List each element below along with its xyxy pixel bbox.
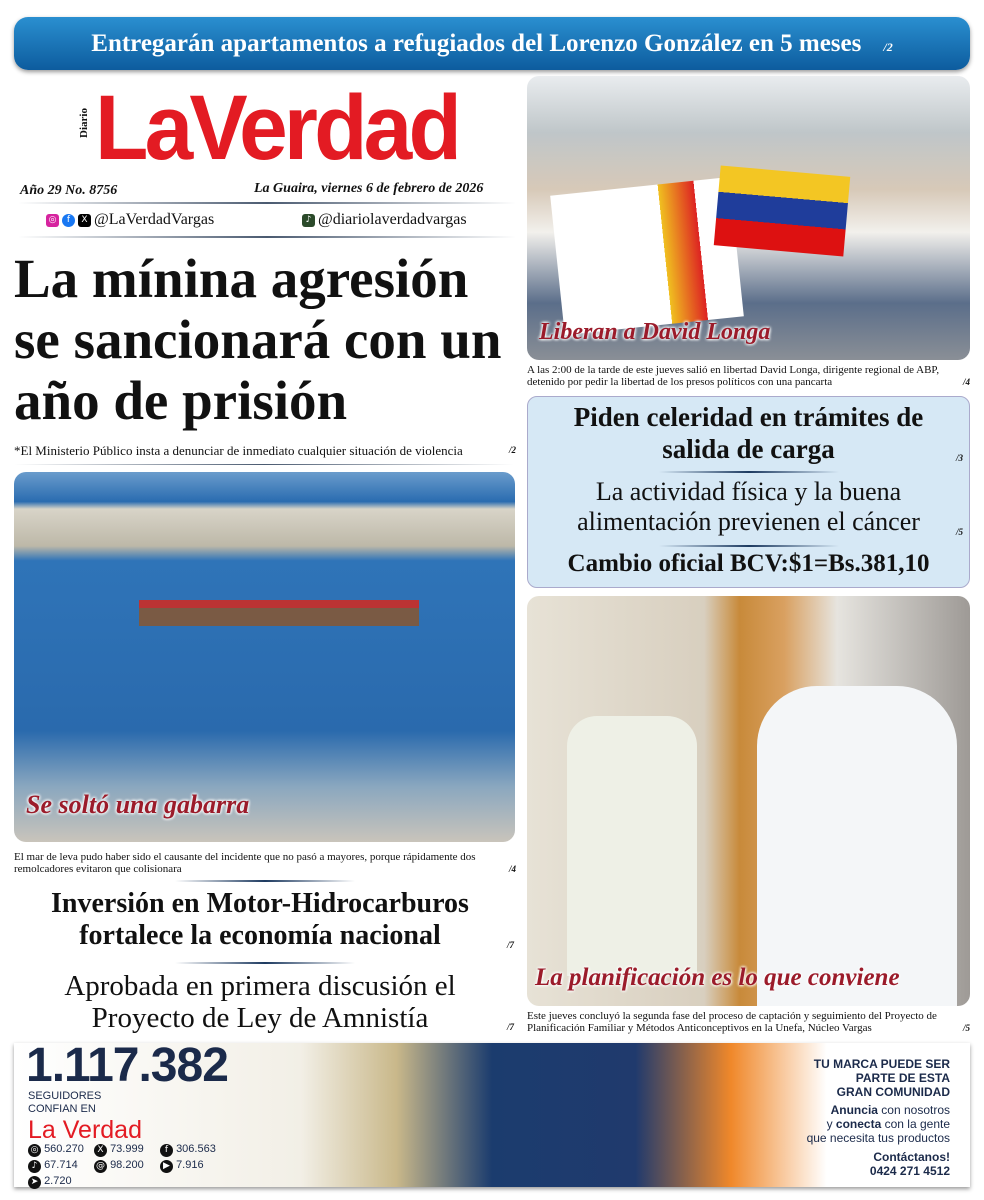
social-stat (28, 1159, 94, 1173)
instagram-icon: ◎ (28, 1144, 41, 1157)
photo-title: Se soltó una gabarra (26, 790, 250, 819)
divider (175, 880, 355, 882)
gabarra-caption (14, 851, 516, 875)
stat-value: 73.999 (110, 1143, 144, 1155)
social-stat (28, 1175, 94, 1189)
social-stat (160, 1159, 226, 1173)
social-stats (28, 1143, 268, 1189)
followers-count: 1.117.382 (26, 1039, 228, 1092)
ad-brand: La Verdad (28, 1116, 142, 1144)
threads-icon: @ (96, 1161, 105, 1171)
ad-text: conecta (835, 1117, 882, 1131)
planificacion-photo[interactable] (527, 596, 970, 1006)
dateline: La Guaira, viernes 6 de febrero de 2026 (254, 181, 484, 196)
followers-label (28, 1090, 101, 1116)
ad-text: CONFIAN EN (28, 1103, 96, 1115)
subhead-text: *El Ministerio Público insta a denunciar de inmediato cualquier situación de violencia (14, 443, 463, 458)
longa-caption (527, 364, 970, 388)
planificacion-caption (527, 1010, 970, 1034)
divider (659, 545, 839, 547)
stat-value: 2.720 (44, 1175, 72, 1187)
stat-value: 560.270 (44, 1143, 84, 1155)
divider (175, 962, 355, 964)
page-ref: /7 (507, 940, 515, 950)
ad-text: GRAN COMUNIDAD (836, 1085, 950, 1099)
ad-text: Contáctanos! (873, 1150, 950, 1164)
telegram-icon: ➤ (28, 1176, 41, 1189)
stat-value: 7.916 (176, 1159, 204, 1171)
social-stat (160, 1143, 226, 1157)
social-handle[interactable]: @LaVerdadVargas (94, 211, 215, 228)
page-ref: /5 (962, 1023, 970, 1033)
flag-shape (714, 165, 850, 256)
phone-number[interactable]: 0424 271 4512 (869, 1164, 950, 1178)
divider (14, 464, 514, 465)
stat-value: 67.714 (44, 1159, 78, 1171)
page-ref: /4 (962, 377, 970, 387)
instagram-icon[interactable]: ◎ (46, 214, 59, 227)
advertisement[interactable] (14, 1039, 970, 1187)
main-headline[interactable]: La mínina agresión se sancionará con un año de prisión (14, 248, 502, 431)
exchange-rate: Cambio oficial BCV:$1=Bs.381,10 (567, 550, 930, 577)
ad-text: con nosotros (877, 1103, 950, 1117)
story-headline[interactable]: Aprobada en primera discusión el Proyecto de Ley de Amnistía (64, 970, 456, 1034)
facebook-icon[interactable]: f (62, 214, 75, 227)
x-icon[interactable]: X (78, 214, 91, 227)
issue-number: Año 29 No. 8756 (20, 183, 118, 198)
story-headline[interactable]: Piden celeridad en trámites de salida de carga (573, 402, 924, 464)
tiktok-icon: ♪ (28, 1160, 41, 1173)
page-ref: /2 (883, 40, 893, 54)
x-icon: X (94, 1144, 107, 1157)
ad-pitch (807, 1057, 950, 1178)
ad-text: Anuncia (830, 1103, 878, 1117)
person-shape (757, 686, 957, 1006)
top-banner[interactable] (14, 17, 970, 70)
social-stat (28, 1143, 94, 1157)
story-headline[interactable]: La actividad física y la buena alimentación previenen el cáncer (577, 477, 920, 536)
caption-text: El mar de leva pudo haber sido el causante del incidente que no pasó a mayores, porque rápidamente dos remolcadores evitaron que colisionara (14, 851, 476, 875)
logo-diario: Diario (78, 108, 90, 138)
tiktok-handle[interactable]: @diariolaverdadvargas (318, 211, 467, 228)
main-subhead (14, 443, 516, 458)
longa-photo[interactable] (527, 76, 970, 360)
barge-shape (139, 600, 419, 626)
photo-title: La planificación es lo que conviene (535, 964, 900, 991)
divider (659, 471, 839, 473)
page-ref: /4 (508, 864, 516, 874)
gabarra-photo[interactable] (14, 472, 515, 842)
ad-text: PARTE DE ESTA (855, 1071, 950, 1085)
social-row (46, 211, 214, 229)
ad-text: TU MARCA PUEDE SER (813, 1057, 950, 1071)
tiktok-icon[interactable]: ♪ (302, 214, 315, 227)
info-box (527, 396, 970, 588)
social-stat (94, 1159, 160, 1173)
story-headline[interactable]: Inversión en Motor-Hidrocarburos fortalece la economía nacional (51, 888, 469, 951)
person-shape (567, 716, 697, 976)
ad-text: SEGUIDORES (28, 1090, 102, 1102)
tiktok-row (302, 211, 467, 229)
stat-value: 98.200 (110, 1159, 144, 1171)
page-ref: /3 (955, 453, 963, 463)
stat-value: 306.563 (176, 1143, 216, 1155)
ad-text: que necesita tus productos (806, 1131, 950, 1145)
page-ref: /7 (507, 1022, 515, 1032)
divider (18, 202, 516, 204)
flag-shape (550, 177, 744, 335)
divider (18, 236, 516, 238)
photo-title: Liberan a David Longa (539, 319, 771, 345)
caption-text: A las 2:00 de la tarde de este jueves salió en libertad David Longa, dirigente regional de ABP, detenido por pedir la libertad de los presos políticos con una pancarta (527, 364, 940, 388)
page-ref: /2 (508, 445, 516, 455)
ad-text: y (826, 1117, 836, 1131)
ad-text: con la gente (881, 1117, 950, 1131)
caption-text: Este jueves concluyó la segunda fase del proceso de captación y seguimiento del Proyecto de Planificación Familiar y Métodos Anticonceptivos en la Unefa, Núcleo Vargas (527, 1010, 937, 1034)
social-stat (94, 1143, 160, 1157)
banner-headline: Entregarán apartamentos a refugiados del Lorenzo González en 5 meses (91, 29, 862, 57)
page-ref: /5 (955, 527, 963, 537)
facebook-icon: f (160, 1144, 173, 1157)
youtube-icon: ▶ (160, 1160, 173, 1173)
logo: LaVerdad (95, 77, 459, 179)
